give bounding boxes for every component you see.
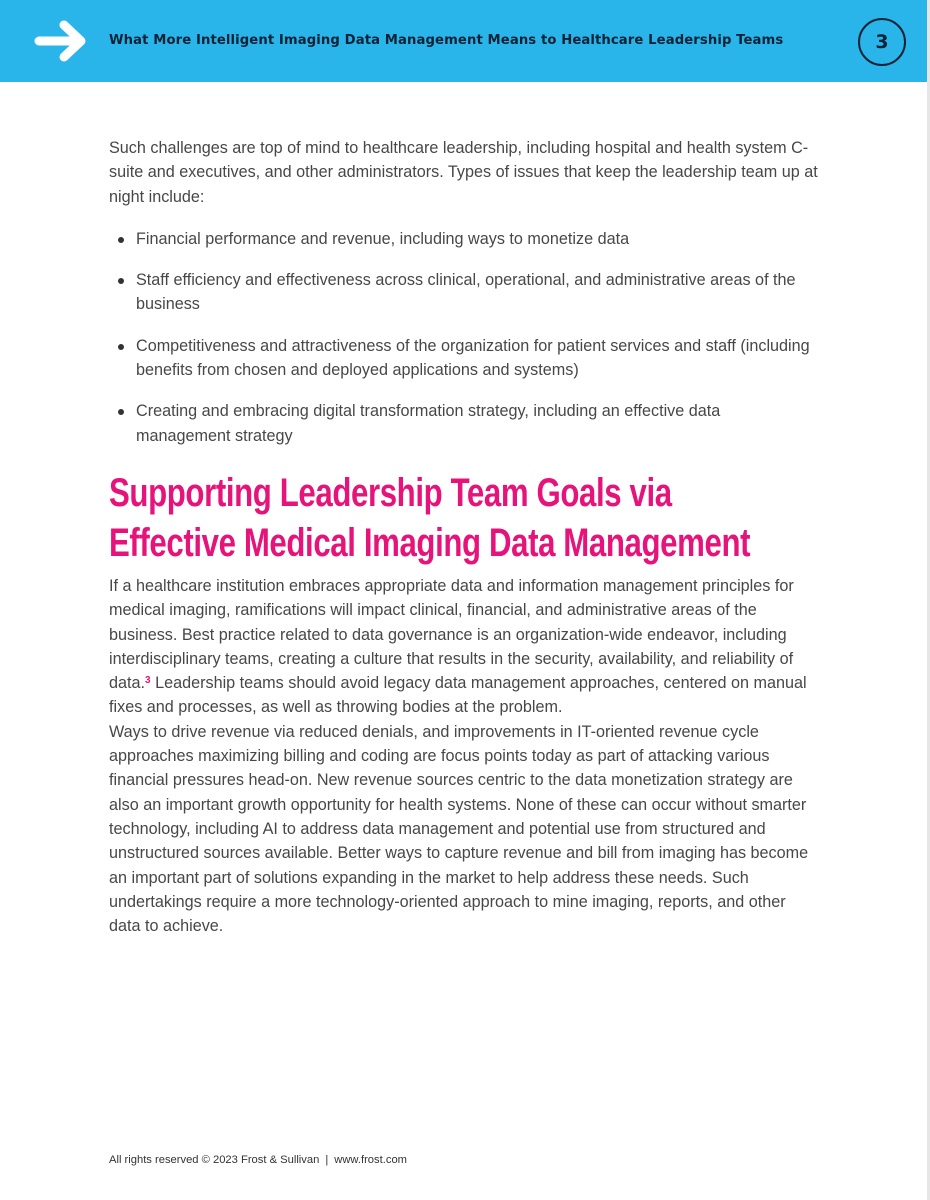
list-item bbox=[109, 227, 819, 251]
page-footer bbox=[109, 1154, 407, 1166]
arrow-right-icon bbox=[33, 19, 91, 63]
list-item-text: Staff efficiency and effectiveness across clinical, operational, and administrative areas of the business bbox=[136, 271, 796, 314]
section-heading-line-1: Supporting Leadership Team Goals via bbox=[109, 470, 672, 515]
list-item bbox=[109, 268, 819, 317]
list-item bbox=[109, 399, 819, 448]
list-item-text: Financial performance and revenue, including ways to monetize data bbox=[136, 229, 630, 248]
footer-separator: | bbox=[325, 1154, 329, 1166]
bullet-icon bbox=[118, 237, 124, 243]
paragraph-1-text: If a healthcare institution embraces appropriate data and information management principles for medical imaging, ramifications will impact clinical, financial, and administrative areas of the business. Best practice related to data governance is an organization-wide endeavor, including interdisciplinary teams, creating a culture that results in the security, availability, and reliability of data. bbox=[109, 576, 794, 693]
bullet-icon bbox=[118, 409, 124, 415]
section-paragraph-2: Ways to drive revenue via reduced denials, and improvements in IT-oriented revenue cycle approaches maximizing billing and coding are focus points today as part of attacking various financial pressures head-on. New revenue sources centric to the data monetization strategy are also an important growth opportunity for health systems. None of these can occur without smarter technology, including AI to address data management and potential use from structured and unstructured sources available. Better ways to capture revenue and bill from imaging has become an important part of solutions expanding in the market to help address these needs. Such undertakings require a more technology-oriented approach to mine imaging, reports, and other data to achieve. bbox=[109, 722, 809, 936]
page-header bbox=[0, 0, 927, 82]
header-title: What More Intelligent Imaging Data Management Means to Healthcare Leadership Teams bbox=[109, 33, 784, 48]
list-item bbox=[109, 334, 819, 383]
list-item-text: Competitiveness and attractiveness of the organization for patient services and staff (including benefits from chosen and deployed applications and systems) bbox=[136, 336, 810, 380]
section-heading bbox=[109, 468, 819, 568]
main-content bbox=[109, 136, 819, 938]
section-heading-line-2: Effective Medical Imaging Data Management bbox=[109, 520, 751, 565]
section-paragraph-1 bbox=[109, 574, 819, 720]
issues-list bbox=[109, 227, 819, 448]
list-item-text: Creating and embracing digital transformation strategy, including an effective data management strategy bbox=[136, 402, 721, 445]
footer-website-link[interactable]: www.frost.com bbox=[334, 1154, 407, 1166]
footnote-reference[interactable]: 3 bbox=[145, 675, 151, 687]
bullet-icon bbox=[118, 344, 124, 350]
intro-paragraph: Such challenges are top of mind to healthcare leadership, including hospital and health system C-suite and executives, and other administrators. Types of issues that keep the leadership team up at night include: bbox=[109, 139, 818, 206]
page-number: 3 bbox=[858, 18, 906, 66]
footer-copyright: All rights reserved © 2023 Frost & Sullivan bbox=[109, 1154, 320, 1166]
paragraph-1-tail: Leadership teams should avoid legacy data management approaches, centered on manual fixes and processes, as well as throwing bodies at the problem. bbox=[109, 674, 807, 717]
bullet-icon bbox=[118, 278, 124, 284]
